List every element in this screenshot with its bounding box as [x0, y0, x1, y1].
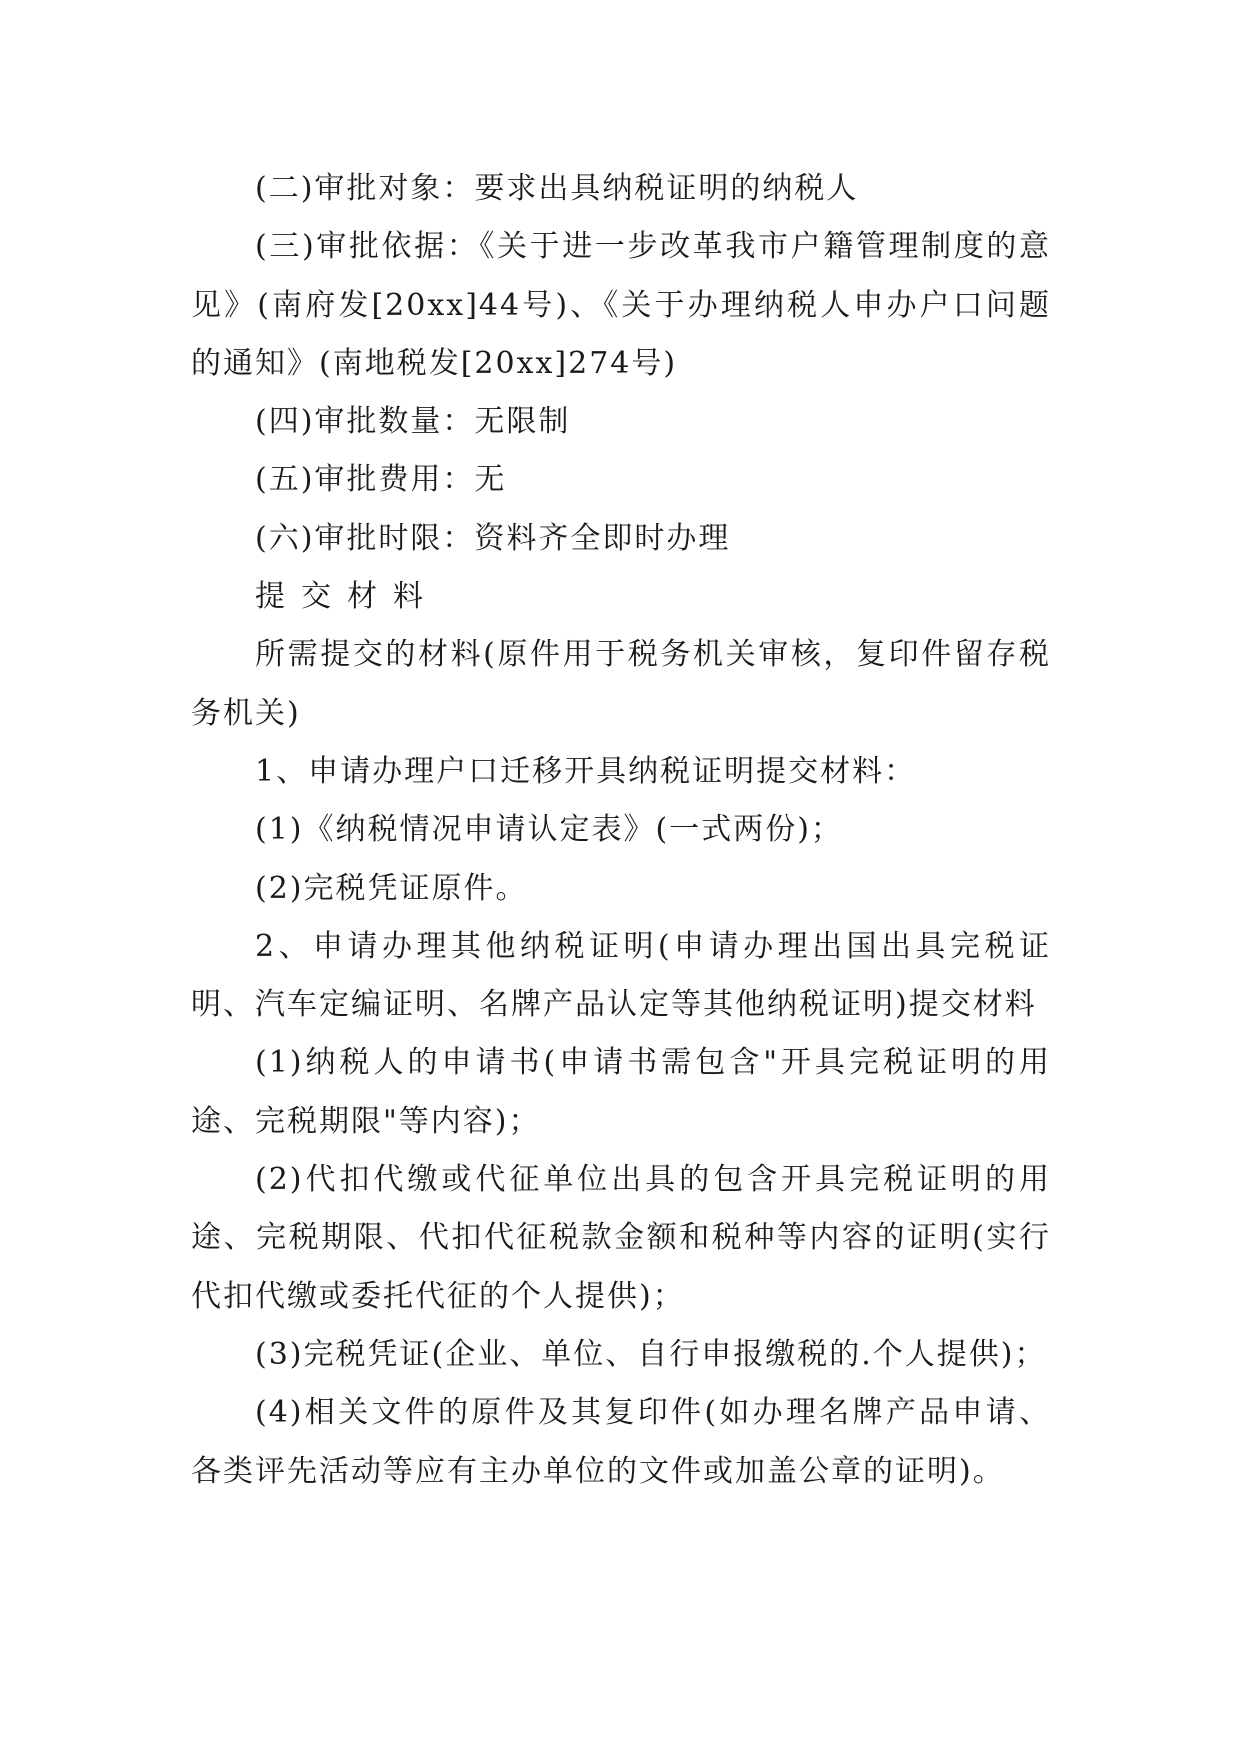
paragraph-approval-time-limit: (六)审批时限：资料齐全即时办理 — [255, 520, 731, 556]
paragraph-approval-fee: (五)审批费用：无 — [255, 462, 507, 498]
paragraph-approval-quantity: (四)审批数量：无限制 — [255, 404, 571, 440]
paragraph-approval-target: (二)审批对象：要求出具纳税证明的纳税人 — [255, 171, 859, 206]
paragraph-item-2-sub-2: (2)代扣代缴或代征单位出具的包含开具完税证明的用途、完税期限、代扣代征税款金额和税种等内容的证明(实行代扣代缴或委托代征的个人提供)； — [191, 1162, 1051, 1314]
paragraph-item-1-sub-2: (2)完税凭证原件。 — [255, 870, 528, 906]
paragraph-approval-basis: (三)审批依据：《关于进一步改革我市户籍管理制度的意见》(南府发[20xx]44号)、《关于办理纳税人申办户口问题的通知》(南地税发[20xx]274号) — [191, 229, 1051, 381]
paragraph-item-2: 2、申请办理其他纳税证明(申请办理出国出具完税证明、汽车定编证明、名牌产品认定等其他纳税证明)提交材料 — [191, 928, 1051, 1023]
paragraph-item-2-sub-4: (4)相关文件的原件及其复印件(如办理名牌产品申请、各类评先活动等应有主办单位的文件或加盖公章的证明)。 — [191, 1395, 1051, 1489]
paragraph-required-materials: 所需提交的材料(原件用于税务机关审核，复印件留存税务机关) — [191, 637, 1051, 731]
paragraph-item-1: 1、申请办理户口迁移开具纳税证明提交材料： — [255, 753, 917, 789]
paragraph-item-1-sub-1: (1)《纳税情况申请认定表》(一式两份)； — [255, 812, 843, 848]
paragraph-item-2-sub-1: (1)纳税人的申请书(申请书需包含"开具完税证明的用途、完税期限"等内容)； — [191, 1045, 1051, 1139]
paragraph-item-2-sub-3: (3)完税凭证(企业、单位、自行申报缴税的.个人提供)； — [255, 1336, 1047, 1372]
document-body — [191, 160, 1051, 1501]
section-heading-submit-materials: 提交材料 — [255, 579, 439, 615]
